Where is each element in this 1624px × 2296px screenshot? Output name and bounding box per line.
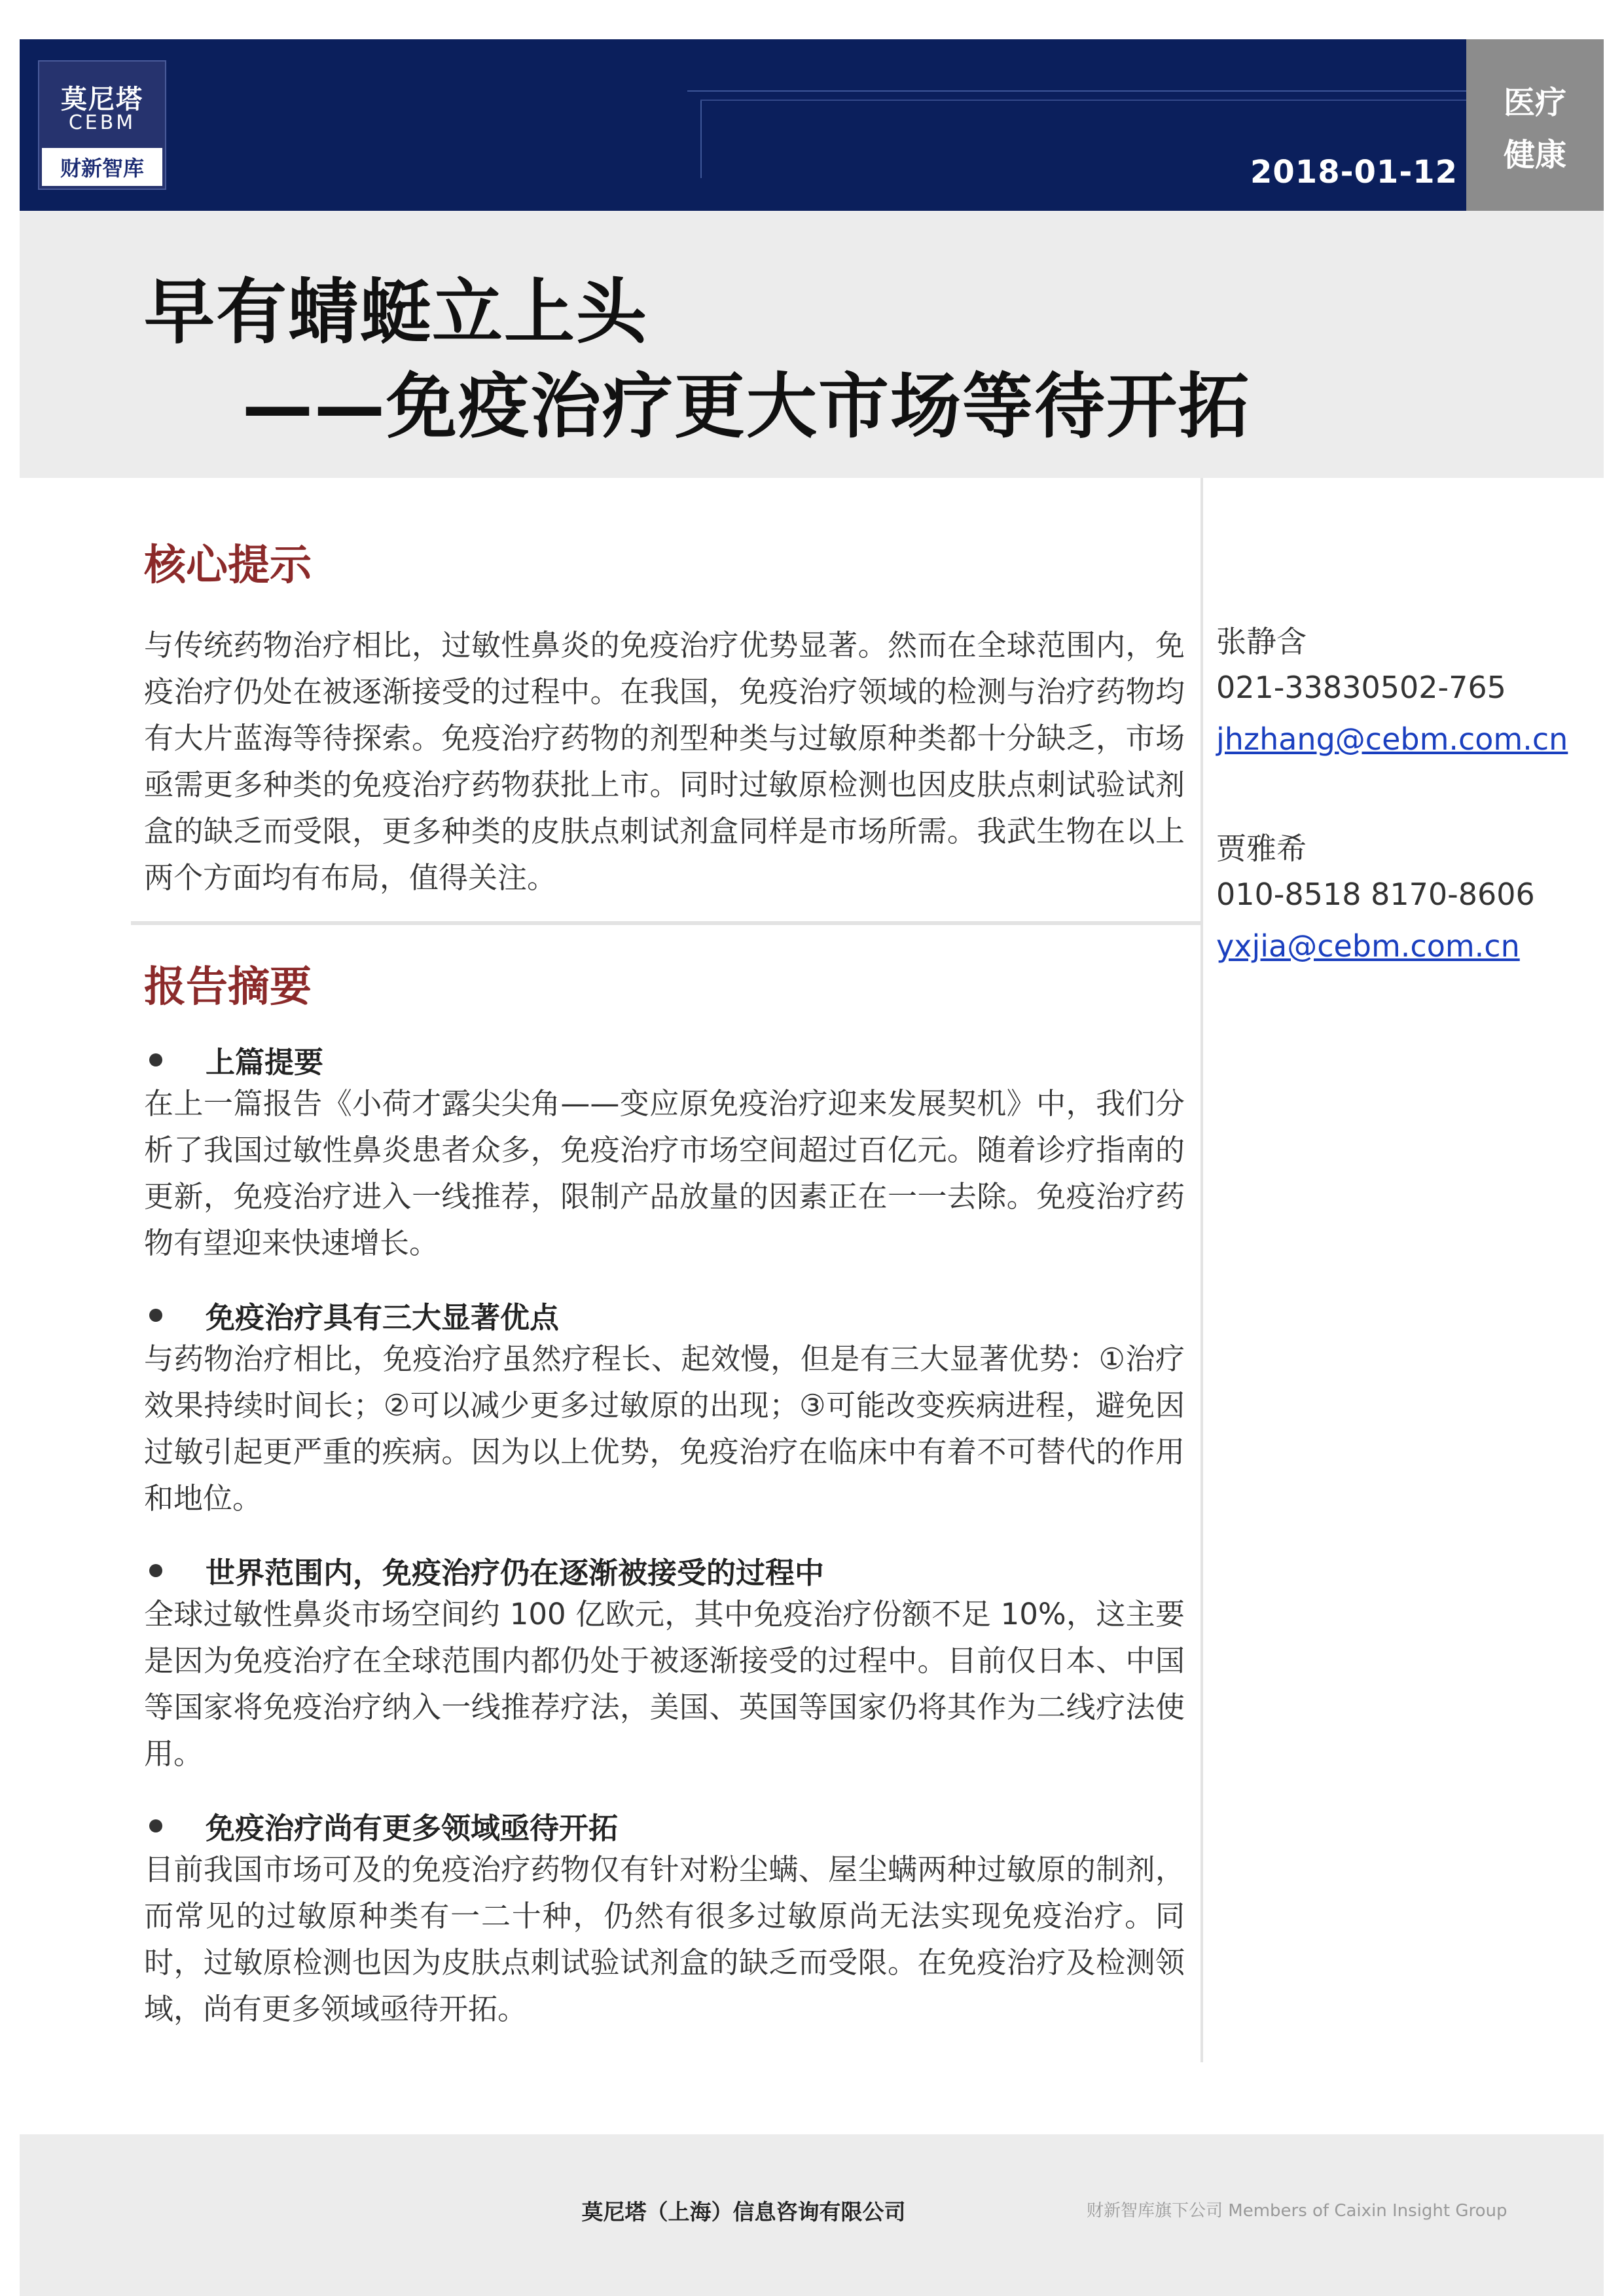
summary-item-text: 全球过敏性鼻炎市场空间约 100 亿欧元，其中免疫治疗份额不足 10%，这主要是因为免疫治疗在全球范围内都仍处于被逐渐接受的过程中。目前仅日本、中国等国家将免疫治疗纳入一线推荐疗法，美国、英国等国家仍将其作为二线疗法使用。 bbox=[144, 1597, 1185, 1771]
summary-item-title-text: 世界范围内，免疫治疗仍在逐渐被接受的过程中 bbox=[206, 1556, 825, 1590]
report-title: 早有蜻蜓立上头 bbox=[144, 272, 649, 354]
sector-label-line-2: 健康 bbox=[1503, 137, 1566, 173]
analyst-phone: 021-33830502-765 bbox=[1216, 670, 1506, 705]
analyst-phone: 010-8518 8170-8606 bbox=[1216, 877, 1535, 912]
summary-item-title bbox=[144, 1038, 323, 1081]
report-subtitle: ——免疫治疗更大市场等待开拓 bbox=[242, 366, 1251, 448]
section-divider bbox=[131, 921, 1200, 925]
report-date: 2018-01-12 bbox=[1250, 154, 1458, 191]
header-decoration-line bbox=[687, 90, 1466, 92]
cebm-logo bbox=[38, 60, 166, 190]
analyst-name: 张静含 bbox=[1216, 624, 1307, 659]
summary-item-text: 在上一篇报告《小荷才露尖尖角——变应原免疫治疗迎来发展契机》中，我们分析了我国过敏性鼻炎患者众多，免疫治疗市场空间超过百亿元。随着诊疗指南的更新，免疫治疗进入一线推荐，限制产品放量的因素正在一一去除。免疫治疗药物有望迎来快速增长。 bbox=[144, 1086, 1185, 1260]
header-decoration-line bbox=[700, 100, 1466, 101]
core-summary-text: 与传统药物治疗相比，过敏性鼻炎的免疫治疗优势显著。然而在全球范围内，免疫治疗仍处在被逐渐接受的过程中。在我国，免疫治疗领域的检测与治疗药物均有大片蓝海等待探索。免疫治疗药物的剂型种类与过敏原种类都十分缺乏，市场亟需更多种类的免疫治疗药物获批上市。同时过敏原检测也因皮肤点刺试验试剂盒的缺乏而受限，更多种类的皮肤点刺试剂盒同样是市场所需。我武生物在以上两个方面均有布局，值得关注。 bbox=[144, 628, 1185, 895]
summary-item-text: 目前我国市场可及的免疫治疗药物仅有针对粉尘螨、屋尘螨两种过敏原的制剂，而常见的过敏原种类有一二十种，仍然有很多过敏原尚无法实现免疫治疗。同时，过敏原检测也因为皮肤点刺试验试剂盒的缺乏而受限。在免疫治疗及检测领域，尚有更多领域亟待开拓。 bbox=[144, 1852, 1185, 2026]
footer-company-name: 莫尼塔（上海）信息咨询有限公司 bbox=[581, 2199, 906, 2225]
bullet-dot-icon bbox=[149, 1053, 162, 1066]
summary-item-title bbox=[144, 1294, 559, 1336]
summary-item-text: 与药物治疗相比，免疫治疗虽然疗程长、起效慢，但是有三大显著优势：①治疗效果持续时间长；②可以减少更多过敏原的出现；③可能改变疾病进程，避免因过敏引起更严重的疾病。因为以上优势，免疫治疗在临床中有着不可替代的作用和地位。 bbox=[144, 1341, 1185, 1516]
header-band bbox=[20, 39, 1466, 211]
logo-chinese-name: 莫尼塔 bbox=[61, 84, 143, 115]
header-decoration-line bbox=[700, 100, 702, 178]
summary-item-title-text: 免疫治疗具有三大显著优点 bbox=[206, 1300, 560, 1335]
summary-item-title-text: 上篇提要 bbox=[206, 1045, 324, 1080]
bullet-dot-icon bbox=[149, 1309, 162, 1322]
core-summary-heading: 核心提示 bbox=[144, 541, 312, 590]
footer-group-note: 财新智库旗下公司 Members of Caixin Insight Group bbox=[1087, 2201, 1507, 2221]
summary-item-title-text: 免疫治疗尚有更多领域亟待开拓 bbox=[206, 1811, 619, 1846]
sector-label-line-1: 医疗 bbox=[1503, 84, 1566, 121]
summary-item-title bbox=[144, 1804, 618, 1847]
analyst-email-link[interactable]: yxjia@cebm.com.cn bbox=[1216, 928, 1520, 964]
title-band bbox=[20, 211, 1604, 478]
bullet-dot-icon bbox=[149, 1564, 162, 1577]
footer bbox=[20, 2134, 1604, 2296]
report-summary-heading: 报告摘要 bbox=[144, 963, 312, 1011]
analyst-email-link[interactable]: jhzhang@cebm.com.cn bbox=[1216, 721, 1568, 757]
summary-item-title bbox=[144, 1549, 824, 1592]
analyst-name: 贾雅希 bbox=[1216, 831, 1307, 866]
bullet-dot-icon bbox=[149, 1819, 162, 1832]
sector-badge bbox=[1466, 39, 1604, 211]
logo-caixin-label: 财新智库 bbox=[42, 148, 162, 186]
logo-english-name: CEBM bbox=[68, 111, 136, 134]
column-divider bbox=[1200, 478, 1203, 2062]
